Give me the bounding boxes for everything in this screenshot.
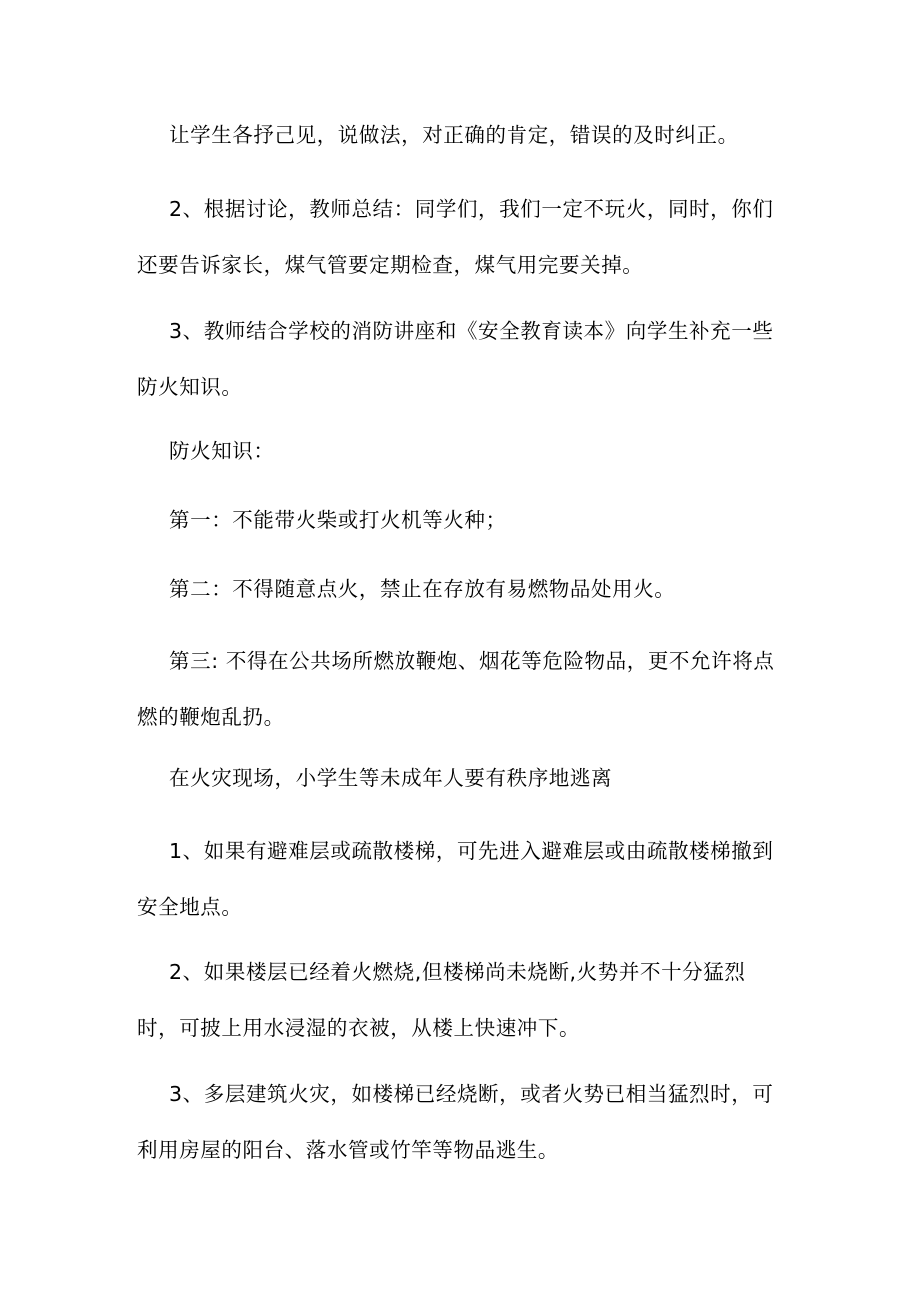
paragraph-escape-orderly: 在火灾现场，小学生等未成年人要有秩序地逃离 — [169, 766, 613, 790]
paragraph-fire-knowledge-supplement: 3、教师结合学校的消防讲座和《安全教育读本》向学生补充一些防火知识。 — [137, 319, 774, 399]
paragraph-correction: 让学生各抒己见，说做法，对正确的肯定，错误的及时纠正。 — [169, 123, 739, 147]
paragraph-escape-step-1: 1、如果有避难层或疏散楼梯，可先进入避难层或由疏散楼梯撤到安全地点。 — [137, 839, 774, 919]
paragraph-rule-third: 第三: 不得在公共场所燃放鞭炮、烟花等危险物品，更不允许将点燃的鞭炮乱扔。 — [137, 649, 775, 729]
paragraph-fire-knowledge-heading: 防火知识： — [169, 439, 275, 463]
paragraph-rule-second: 第二：不得随意点火，禁止在存放有易燃物品处用火。 — [169, 577, 676, 601]
paragraph-teacher-summary: 2、根据讨论，教师总结：同学们，我们一定不玩火，同时，你们还要告诉家长，煤气管要定期检查，煤气用完要关掉。 — [137, 197, 774, 277]
paragraph-rule-first: 第一：不能带火柴或打火机等火种； — [169, 508, 507, 532]
paragraph-escape-step-3: 3、多层建筑火灾，如楼梯已经烧断，或者火势已相当猛烈时，可利用房屋的阳台、落水管或竹竿等物品逃生。 — [137, 1082, 774, 1162]
paragraph-escape-step-2: 2、如果楼层已经着火燃烧,但楼梯尚未烧断,火势并不十分猛烈时，可披上用水浸湿的衣被，从楼上快速冲下。 — [137, 960, 746, 1040]
